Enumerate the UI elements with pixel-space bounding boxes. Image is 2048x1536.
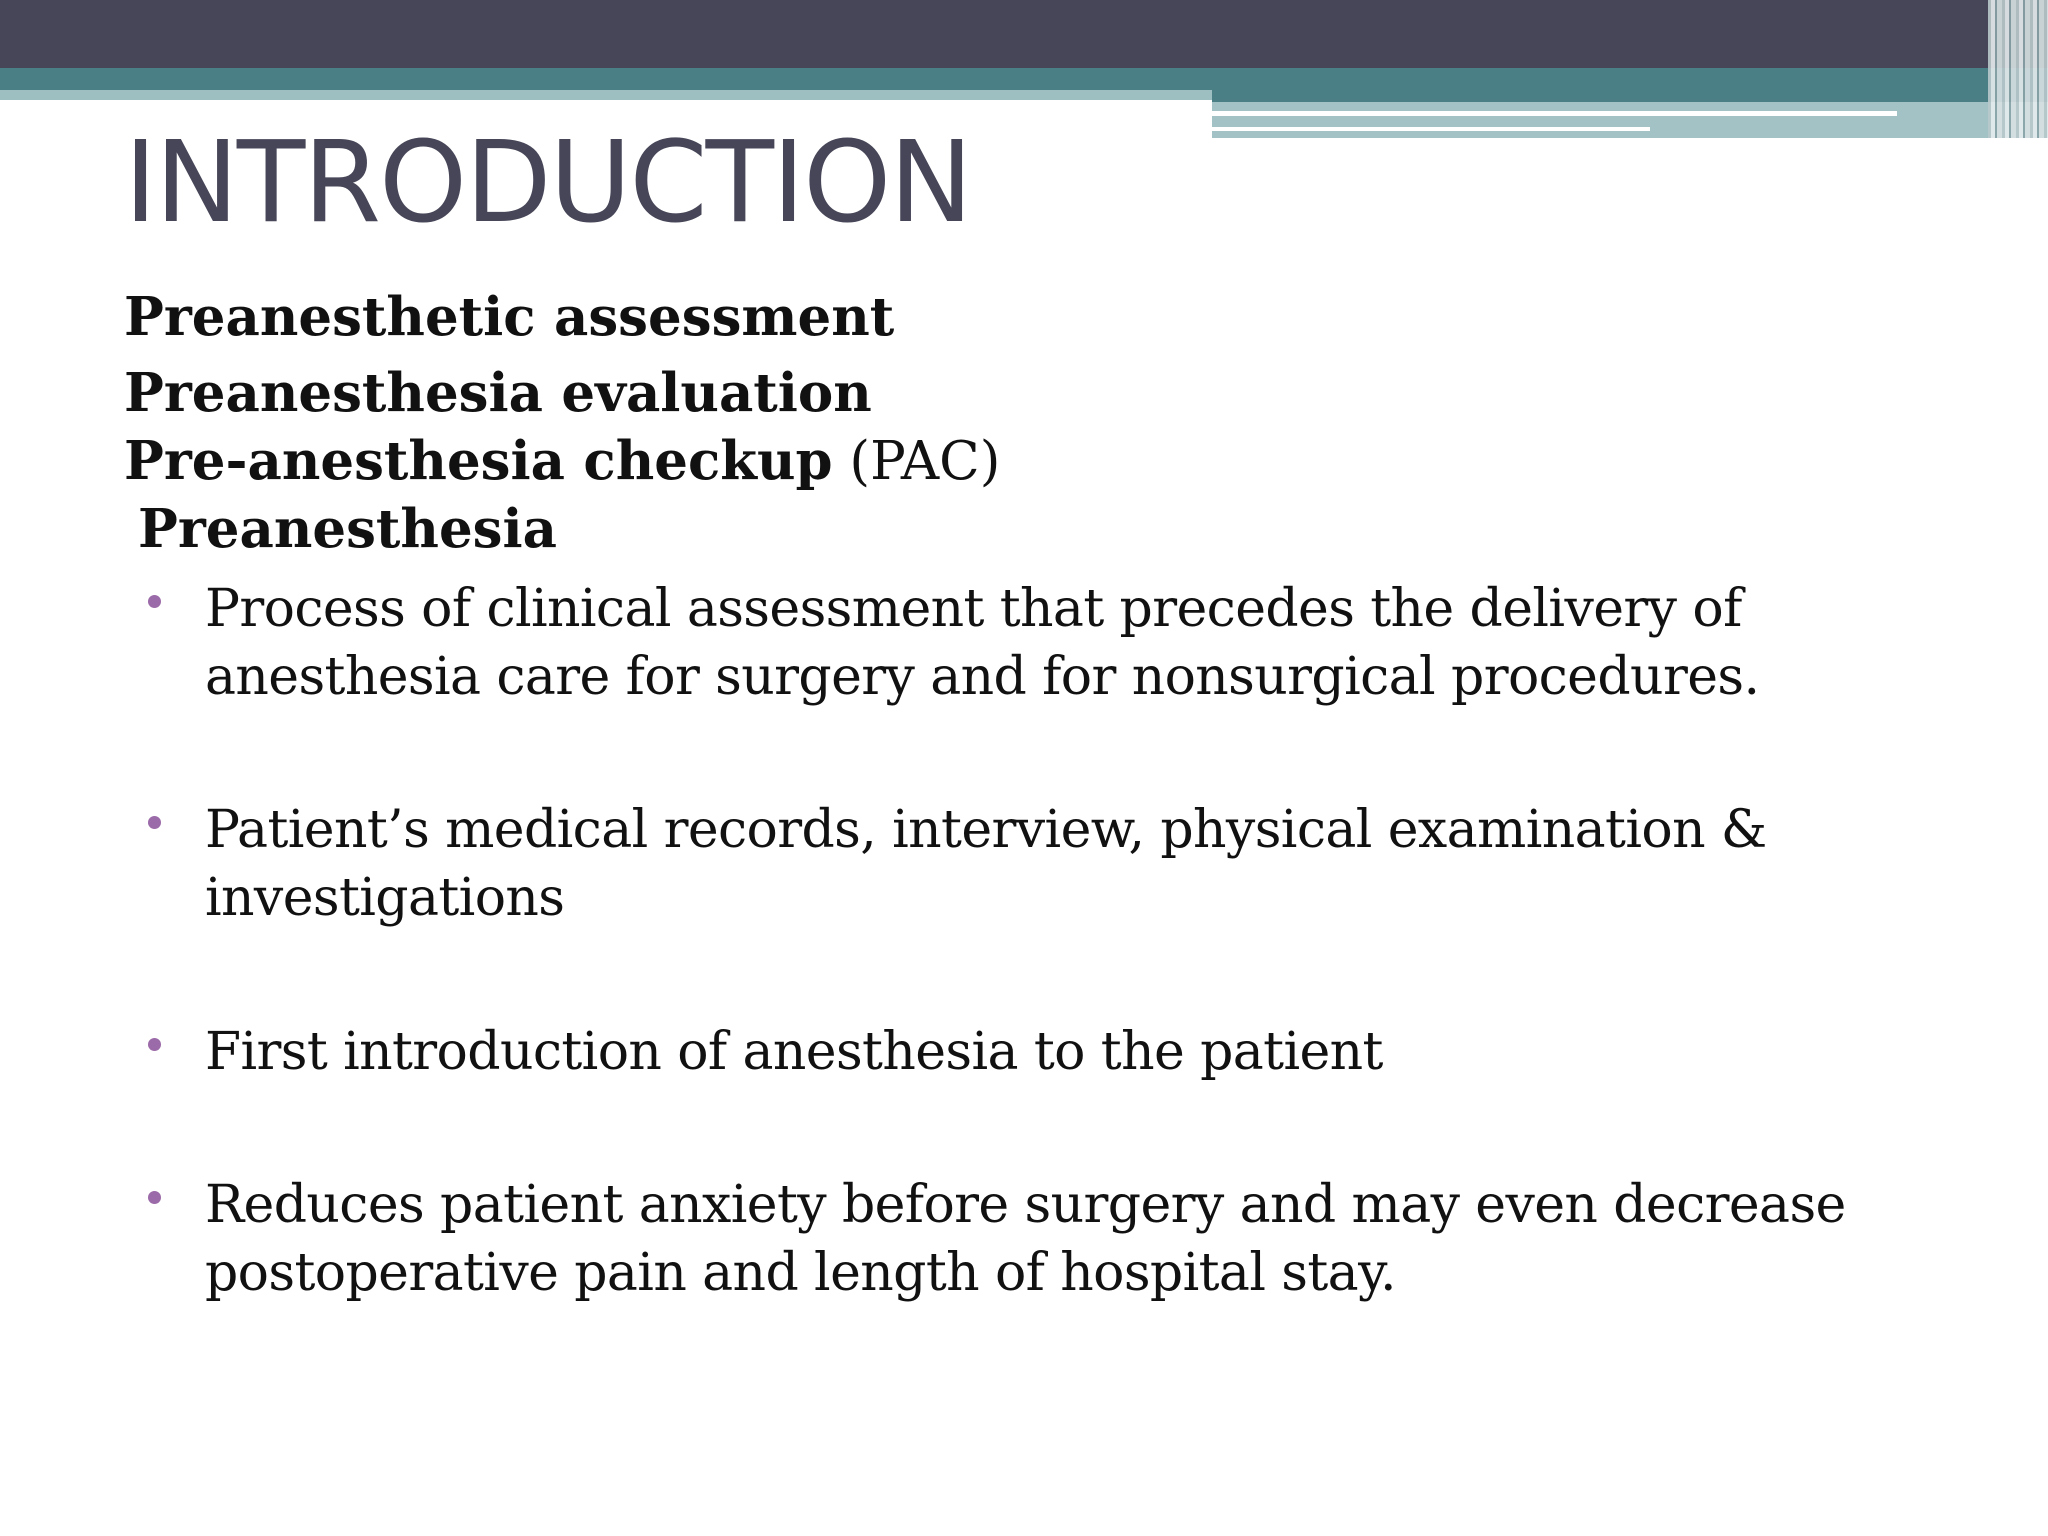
header-band-teal: [0, 68, 2048, 90]
bullet-text: First introduction of anesthesia to the patient: [205, 1022, 1383, 1082]
bullet-dot-icon: [148, 816, 161, 829]
term-bold-text: Preanesthetic assessment: [124, 286, 895, 348]
header-edge-stripes: [1988, 0, 2048, 138]
header-accent-line-short: [1212, 127, 1650, 131]
bullet-text: Reduces patient anxiety before surgery and may even decrease postoperative pain and length of hospital stay.: [205, 1175, 1846, 1303]
header-accent-line: [1212, 111, 1897, 116]
term-bold-text: Preanesthesia evaluation: [124, 362, 872, 424]
bullet-dot-icon: [148, 1191, 161, 1204]
bullet-dot-icon: [148, 1038, 161, 1051]
bullet-text: Process of clinical assessment that precedes the delivery of anesthesia care for surgery and for nonsurgical procedures.: [205, 579, 1760, 707]
bullet-dot-icon: [148, 595, 161, 608]
slide-title: INTRODUCTION: [124, 118, 972, 248]
term-pre-anesthesia-checkup: [124, 426, 1000, 497]
term-preanesthetic-assessment: [124, 282, 894, 352]
bullet-text: Patient’s medical records, interview, physical examination & investigations: [205, 800, 1767, 928]
term-bold-text: Pre-anesthesia checkup: [124, 430, 833, 492]
header-band-dark: [0, 0, 2048, 68]
header-band-light: [0, 90, 1212, 100]
term-abbreviation: (PAC): [832, 431, 1001, 492]
term-preanesthesia: [138, 494, 557, 564]
term-preanesthesia-evaluation: [124, 358, 872, 428]
header-band-right-light: [1212, 102, 2048, 138]
term-bold-text: Preanesthesia: [138, 498, 557, 560]
header-band-right-teal: [1212, 90, 2048, 102]
